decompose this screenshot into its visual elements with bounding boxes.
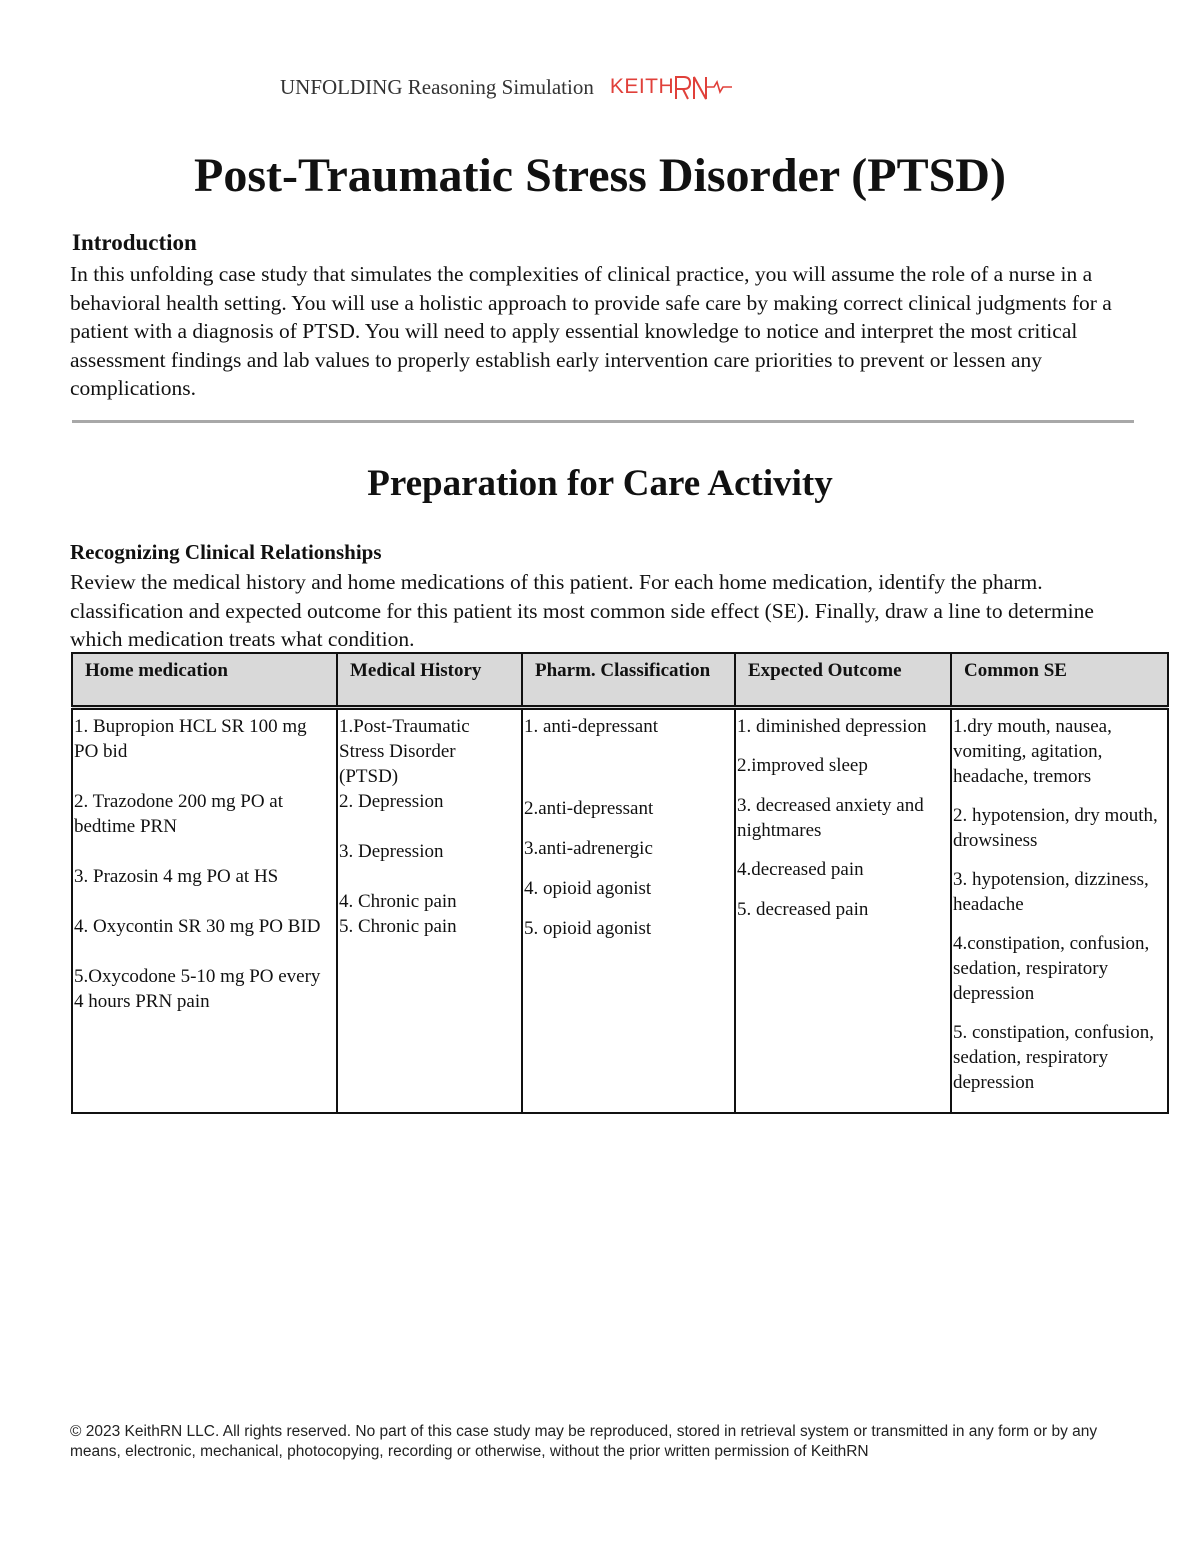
home-medication-item: 1. Bupropion HCL SR 100 mg PO bid bbox=[74, 716, 307, 762]
recognizing-heading: Recognizing Clinical Relationships bbox=[70, 540, 382, 564]
expected-outcome-item: 3. decreased anxiety and nightmares bbox=[737, 795, 924, 841]
expected-outcome-item: 2.improved sleep bbox=[737, 755, 868, 776]
medical-history-item: 3. Depression bbox=[339, 841, 444, 862]
expected-outcome-item: 1. diminished depression bbox=[737, 716, 927, 737]
logo-keith-text: KEITH bbox=[609, 75, 675, 98]
pharm-classification-item: 5. opioid agonist bbox=[524, 918, 652, 939]
medication-table bbox=[71, 652, 1169, 1114]
keithrn-logo bbox=[610, 72, 734, 102]
header-expected-outcome: Expected Outcome bbox=[735, 653, 951, 708]
common-se-cell bbox=[951, 708, 1168, 1114]
medical-history-item: 5. Chronic pain bbox=[339, 916, 457, 937]
medical-history-item: 2. Depression bbox=[339, 791, 444, 812]
medical-history-item: 1.Post-Traumatic Stress Disorder (PTSD) bbox=[339, 716, 470, 787]
header-home-medication: Home medication bbox=[72, 653, 337, 708]
expected-outcome-cell bbox=[735, 708, 951, 1114]
pharm-classification-item: 1. anti-depressant bbox=[524, 716, 659, 737]
copyright-footer: © 2023 KeithRN LLC. All rights reserved. No part of this case study may be reproduced, stored in retrieval system or transmitted in any form or by any means, electronic, mechanical, photocopying, recording or otherwise, without the prior written permission of KeithRN bbox=[70, 1423, 1098, 1460]
home-medication-item: 5.Oxycodone 5-10 mg PO every 4 hours PRN pain bbox=[74, 966, 321, 1012]
section-divider bbox=[72, 420, 1134, 423]
pharm-classification-item: 2.anti-depressant bbox=[524, 798, 654, 819]
introduction-body: In this unfolding case study that simulates the complexities of clinical practice, you will assume the role of a nurse in a behavioral health setting. You will use a holistic approach to provide safe care by making correct clinical judgments for a patient with a diagnosis of PTSD. You will need to apply essential knowledge to notice and interpret the most critical assessment findings and lab values to properly establish early intervention care priorities to prevent or lessen any complications. bbox=[70, 262, 1112, 400]
pharm-classification-item: 3.anti-adrenergic bbox=[524, 838, 653, 859]
header-medical-history: Medical History bbox=[337, 653, 522, 708]
introduction-heading: Introduction bbox=[72, 230, 197, 255]
expected-outcome-item: 4.decreased pain bbox=[737, 859, 864, 880]
common-se-item: 5. constipation, confusion, sedation, respiratory depression bbox=[953, 1022, 1155, 1093]
home-medication-item: 4. Oxycontin SR 30 mg PO BID bbox=[74, 916, 321, 937]
preparation-title: Preparation for Care Activity bbox=[367, 463, 833, 504]
home-medication-item: 3. Prazosin 4 mg PO at HS bbox=[74, 866, 279, 887]
table-row bbox=[72, 708, 1168, 1114]
home-medication-item: 2. Trazodone 200 mg PO at bedtime PRN bbox=[74, 791, 283, 837]
home-medication-cell bbox=[72, 708, 337, 1114]
pharm-classification-cell bbox=[522, 708, 735, 1114]
medical-history-cell bbox=[337, 708, 522, 1114]
common-se-item: 3. hypotension, dizziness, headache bbox=[953, 869, 1149, 915]
pharm-classification-item: 4. opioid agonist bbox=[524, 878, 652, 899]
recognizing-body: Review the medical history and home medications of this patient. For each home medication, identify the pharm. classification and expected outcome for this patient its most common side effect (SE). Finally, draw a line to determine which medication treats what condition. bbox=[70, 570, 1094, 651]
page-header bbox=[280, 72, 734, 102]
header-text: UNFOLDING Reasoning Simulation bbox=[280, 74, 594, 99]
medical-history-item: 4. Chronic pain bbox=[339, 891, 457, 912]
common-se-item: 4.constipation, confusion, sedation, respiratory depression bbox=[953, 933, 1150, 1004]
common-se-item: 1.dry mouth, nausea, vomiting, agitation, headache, tremors bbox=[953, 716, 1112, 787]
header-common-se: Common SE bbox=[951, 653, 1168, 708]
document-title: Post-Traumatic Stress Disorder (PTSD) bbox=[194, 149, 1006, 202]
header-pharm-classification: Pharm. Classification bbox=[522, 653, 735, 708]
expected-outcome-item: 5. decreased pain bbox=[737, 899, 869, 920]
table-header-row bbox=[72, 653, 1168, 708]
logo-rn-icon bbox=[674, 72, 734, 102]
common-se-item: 2. hypotension, dry mouth, drowsiness bbox=[953, 805, 1158, 851]
